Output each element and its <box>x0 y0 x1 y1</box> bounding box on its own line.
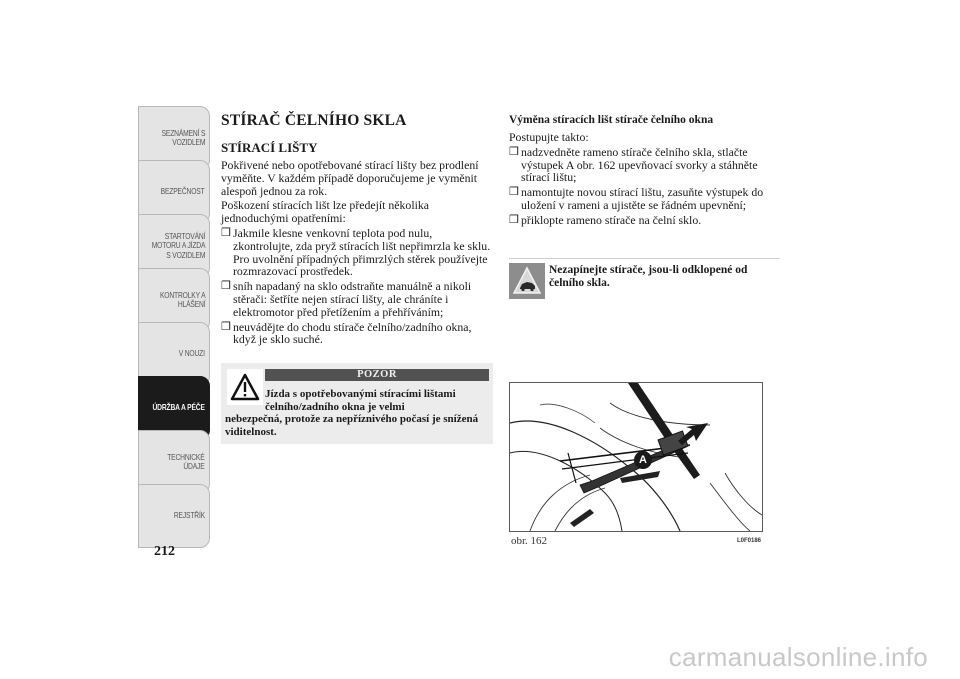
checkbox-bullet-icon: ❒ <box>509 213 519 226</box>
car-note-icon <box>509 263 545 299</box>
callout-a: A <box>634 451 652 469</box>
procedure-title: Výměna stíracích lišt stírače čelního okna <box>509 114 714 126</box>
checkbox-bullet-icon: ❒ <box>221 226 231 239</box>
list-item: ❒ sníh napadaný na sklo odstraňte manuálně a nikoli stěrači: šetříte nejen stírací lišty, ale chráníte i elektromotor před přetížením a přehříváním; <box>221 279 472 319</box>
right-column <box>509 114 779 229</box>
prevention-list <box>221 227 494 346</box>
page-number: 212 <box>154 544 175 559</box>
divider <box>509 258 780 259</box>
paragraph-replace: Pokřivené nebo opotřebované stírací lišty bez prodlení vyměňte. V každém případě doporučujeme je vyměnit alespoň jednou za rok. <box>221 158 479 198</box>
list-item: ❒ přiklopte rameno stírače na čelní sklo. <box>509 212 702 227</box>
procedure-list <box>509 146 779 227</box>
list-item: ❒ nadzvedněte rameno stírače čelního skla, stlačte výstupek A obr. 162 upevňovací svorky a stáhněte stírací lištu; <box>509 144 758 185</box>
warning-text: Jízda s opotřebovanými stíracími lištami čelního/zadního okna je velmi nebezpečná, protože za nepříznivého počasí je snížená viditelnost. <box>225 388 479 438</box>
checkbox-bullet-icon: ❒ <box>221 280 231 293</box>
checkbox-bullet-icon: ❒ <box>509 186 519 199</box>
warning-box <box>221 363 493 444</box>
list-item: ❒ namontujte novou stírací lištu, zasuňte výstupek do uložení v rameni a ujistěte se řádném upevnění; <box>509 185 764 212</box>
note-box <box>509 263 780 303</box>
tab-label: ÚDRŽBA A PÉČE <box>152 403 205 413</box>
watermark: carmanualsonline.info <box>668 642 928 672</box>
checkbox-bullet-icon: ❒ <box>509 145 519 158</box>
figure-code: L0F0186 <box>737 538 762 544</box>
paragraph-prevent: Poškození stíracích lišt lze předejít několika jednoduchými opatřeními: <box>221 198 430 226</box>
tab-label: TECHNICKÉ ÚDAJE <box>167 452 205 471</box>
tab-label: REJSTŘÍK <box>173 511 205 521</box>
note-text: Nezapínejte stírače, jsou-li odklopené od čelního skla. <box>549 264 748 289</box>
checkbox-bullet-icon: ❒ <box>221 320 231 333</box>
wiper-figure <box>509 382 763 532</box>
warning-heading: POZOR <box>265 369 489 381</box>
tab-label: SEZNÁMENÍ S VOZIDLEM <box>161 128 205 147</box>
list-item: ❒ neuvádějte do chodu stírače čelního/zadního okna, když je sklo suché. <box>221 319 472 347</box>
list-item: ❒ Jakmile klesne venkovní teplota pod nulu, zkontrolujte, zda pryž stíracích lišt nepřimrzla ke sklu. Pro uvolnění případných přimrzlých stěrek používejte rozmrazovací prostředek. <box>221 225 491 279</box>
tab-section[interactable] <box>138 484 210 548</box>
procedure-intro: Postupujte takto: <box>509 130 589 144</box>
subsection-title: STÍRACÍ LIŠTY <box>221 140 318 155</box>
tab-label: STARTOVÁNÍ MOTORU A JÍZDA S VOZIDLEM <box>151 231 205 260</box>
tab-label: V NOUZI <box>178 349 205 359</box>
section-title: STÍRAČ ČELNÍHO SKLA <box>221 112 407 129</box>
tab-label: BEZPEČNOST <box>161 187 205 197</box>
tab-label: KONTROLKY A HLÁŠENÍ <box>159 290 205 309</box>
left-column <box>221 112 494 444</box>
figure-caption: obr. 162 <box>511 535 548 547</box>
